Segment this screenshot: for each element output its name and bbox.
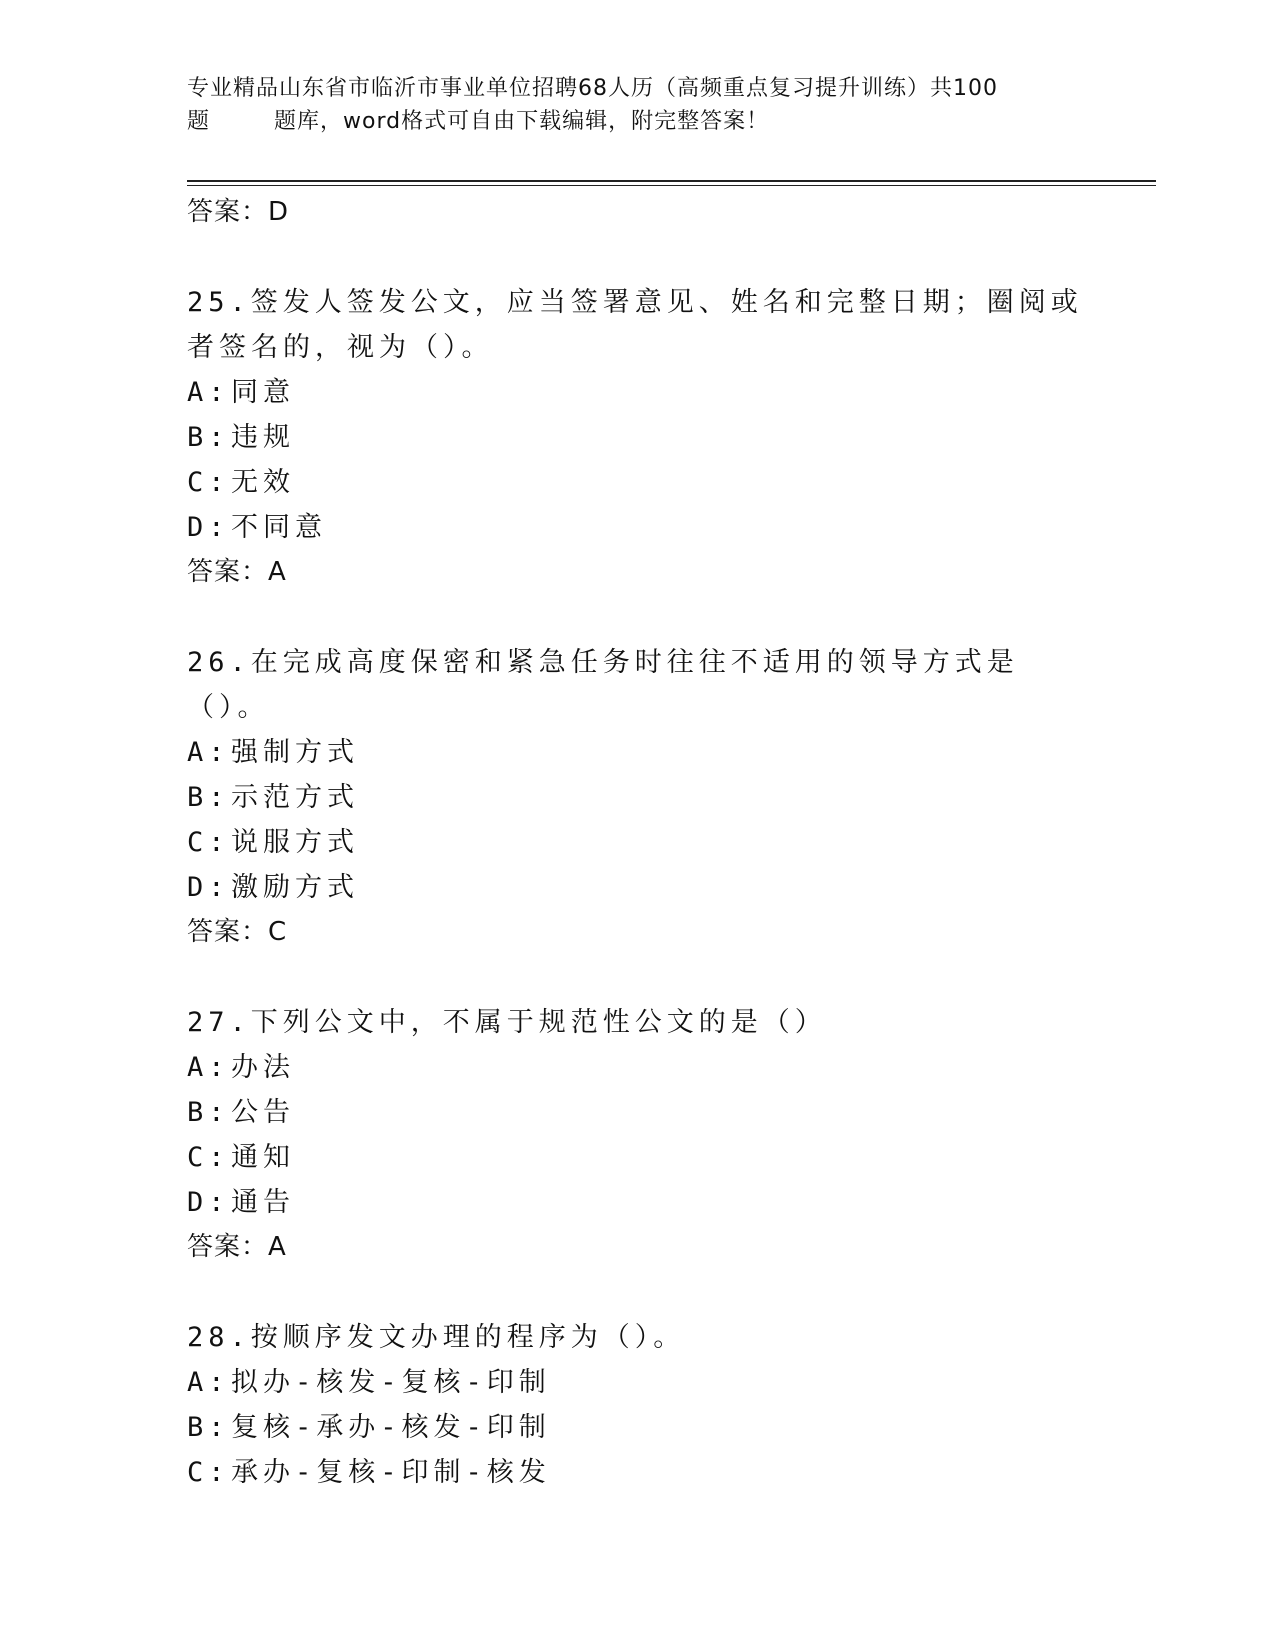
header-title-line-2-left: 题 (187, 109, 211, 134)
header-title-line-2 (187, 105, 1067, 138)
question-text: 25.签发人签发公文，应当签署意见、姓名和完整日期；圈阅或者签名的，视为（）。 (187, 287, 1083, 363)
question-text: 26.在完成高度保密和紧急任务时往往不适用的领导方式是（）。 (187, 647, 1019, 723)
question-text: 28.按顺序发文办理的程序为（）。 (187, 1322, 686, 1353)
option-a: A:拟办-核发-复核-印制 (187, 1367, 551, 1398)
header-rule-thick (187, 180, 1156, 182)
option-b: B:示范方式 (187, 782, 359, 813)
option-b: B:违规 (187, 422, 295, 453)
question-26 (187, 640, 1087, 955)
answer-previous: 答案：D (187, 197, 290, 227)
answer: 答案：A (187, 1232, 287, 1262)
option-a: A:办法 (187, 1052, 295, 1083)
header-rule-thin (187, 185, 1156, 186)
option-c: C:说服方式 (187, 827, 359, 858)
option-b: B:复核-承办-核发-印制 (187, 1412, 551, 1443)
question-text: 27.下列公文中，不属于规范性公文的是（） (187, 1007, 827, 1038)
option-c: C:无效 (187, 467, 295, 498)
option-d: D:不同意 (187, 512, 327, 543)
option-c: C:承办-复核-印制-核发 (187, 1457, 551, 1488)
header-title-line-2-right: 题库，word格式可自由下载编辑，附完整答案！ (274, 109, 770, 134)
option-d: D:激励方式 (187, 872, 359, 903)
question-28 (187, 1315, 1087, 1495)
option-b: B:公告 (187, 1097, 295, 1128)
document-body (187, 190, 1087, 1495)
header-title-line-1: 专业精品山东省市临沂市事业单位招聘68人历（高频重点复习提升训练）共100 (187, 76, 998, 101)
option-a: A:强制方式 (187, 737, 359, 768)
option-a: A:同意 (187, 377, 295, 408)
option-d: D:通告 (187, 1187, 295, 1218)
question-27 (187, 1000, 1087, 1270)
question-25 (187, 280, 1087, 595)
answer: 答案：C (187, 917, 288, 947)
document-header (187, 72, 1067, 138)
option-c: C:通知 (187, 1142, 295, 1173)
answer: 答案：A (187, 557, 287, 587)
